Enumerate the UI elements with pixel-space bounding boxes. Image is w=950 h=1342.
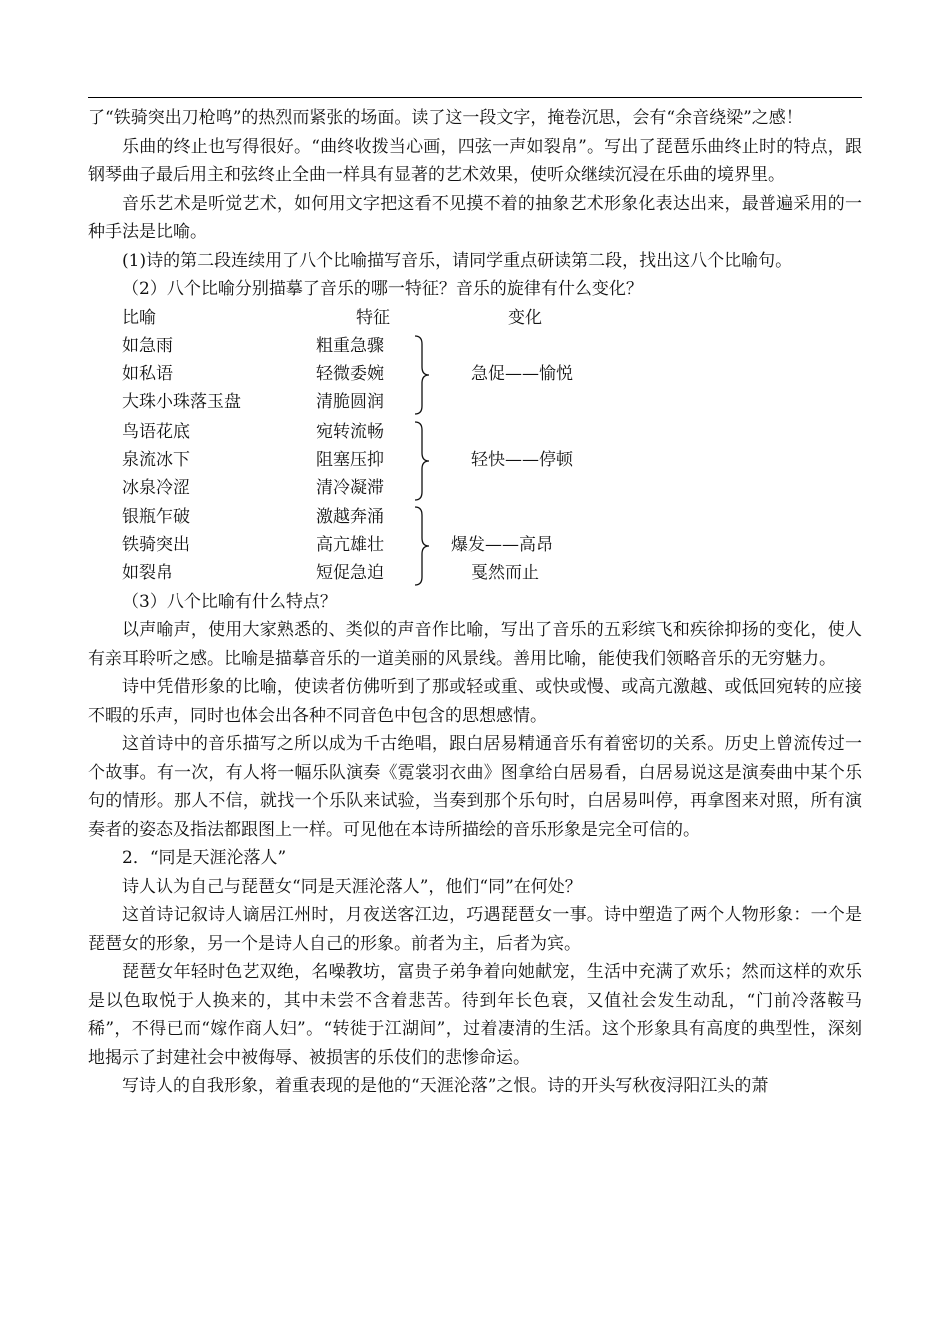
table-metaphor: 大珠小珠落玉盘 xyxy=(122,391,241,412)
table-metaphor: 冰泉冷涩 xyxy=(122,477,190,498)
table-feature: 清冷凝滞 xyxy=(316,477,384,498)
table-feature: 高亢雄壮 xyxy=(316,534,384,555)
question-3: （3）八个比喻有什么特点？ xyxy=(122,591,337,612)
question-1: (1)诗的第二段连续用了八个比喻描写音乐，请同学重点研读第二段，找出这八个比喻句。 xyxy=(122,250,793,271)
table-metaphor: 鸟语花底 xyxy=(122,421,190,442)
table-metaphor: 如急雨 xyxy=(122,335,173,356)
document-body xyxy=(88,104,862,1101)
table-change-line2: 戛然而止 xyxy=(471,562,539,583)
paragraph: 这首诗记叙诗人谪居江州时，月夜送客江边，巧遇琵琶女一事。诗中塑造了两个人物形象：一个是琵琶女的形象，另一个是诗人自己的形象。前者为主，后者为宾。 xyxy=(88,905,862,954)
paragraph: 以声喻声，使用大家熟悉的、类似的声音作比喻，写出了音乐的五彩缤飞和疾徐抑扬的变化，使人有亲耳聆听之感。比喻是描摹音乐的一道美丽的风景线。善用比喻，能使我们领略音乐的无穷魅力。 xyxy=(88,620,862,669)
table-feature: 粗重急骤 xyxy=(316,335,384,356)
right-brace-icon xyxy=(412,505,432,587)
table-feature: 宛转流畅 xyxy=(316,421,384,442)
section-heading: 2．“同是天涯沦落人” xyxy=(122,848,287,868)
paragraph: 音乐艺术是听觉艺术，如何用文字把这看不见摸不着的抽象艺术形象化表达出来，最普遍采用的一种手法是比喻。 xyxy=(88,193,862,242)
table-header-feature: 特征 xyxy=(356,307,390,328)
table-feature: 清脆圆润 xyxy=(316,391,384,412)
table-metaphor: 如私语 xyxy=(122,363,173,384)
table-metaphor: 泉流冰下 xyxy=(122,449,190,470)
table-metaphor: 铁骑突出 xyxy=(122,534,190,555)
paragraph: 乐曲的终止也写得很好。“曲终收拨当心画，四弦一声如裂帛”。写出了琵琶乐曲终止时的特点，跟钢琴曲子最后用主和弦终止全曲一样具有显著的艺术效果，使听众继续沉浸在乐曲的境界里。 xyxy=(88,136,862,185)
table-feature: 轻微委婉 xyxy=(316,363,384,384)
table-feature: 短促急迫 xyxy=(316,562,384,583)
paragraph: 诗人认为自己与琵琶女“同是天涯沦落人”，他们“同”在何处？ xyxy=(122,876,582,897)
right-brace-icon xyxy=(412,334,432,416)
paragraph: 写诗人的自我形象，着重表现的是他的“天涯沦落”之恨。诗的开头写秋夜浔阳江头的萧 xyxy=(122,1076,769,1096)
table-change: 轻快——停顿 xyxy=(471,449,573,470)
metaphor-table xyxy=(88,304,862,588)
table-header-metaphor: 比喻 xyxy=(122,307,156,328)
table-change: 爆发——高昂 xyxy=(451,534,553,555)
table-feature: 阻塞压抑 xyxy=(316,449,384,470)
paragraph: 琵琶女年轻时色艺双绝，名噪教坊，富贵子弟争着向她献宠，生活中充满了欢乐；然而这样的欢乐是以色取悦于人换来的，其中未尝不含着悲苦。待到年长色衰，又值社会发生动乱，“门前冷落鞍马稀”，不得已而“嫁作商人妇”。“转徙于江湖间”，过着凄清的生活。这个形象具有高度的典型性，深刻地揭示了封建社会中被侮辱、被损害的乐伎们的悲惨命运。 xyxy=(88,962,862,1068)
paragraph: 了“铁骑突出刀枪鸣”的热烈而紧张的场面。读了这一段文字，掩卷沉思，会有“余音绕梁”之感！ xyxy=(88,108,803,128)
table-feature: 激越奔涌 xyxy=(316,506,384,527)
header-rule xyxy=(88,97,862,98)
table-metaphor: 银瓶乍破 xyxy=(122,506,190,527)
paragraph: 这首诗中的音乐描写之所以成为千古绝唱，跟白居易精通音乐有着密切的关系。历史上曾流传过一个故事。有一次，有人将一幅乐队演奏《霓裳羽衣曲》图拿给白居易看，白居易说这是演奏曲中某个乐句的情形。那人不信，就找一个乐队来试验，当奏到那个乐句时，白居易叫停，再拿图来对照，所有演奏者的姿态及指法都跟图上一样。可见他在本诗所描绘的音乐形象是完全可信的。 xyxy=(88,734,862,840)
question-2: （2）八个比喻分别描摹了音乐的哪一特征？音乐的旋律有什么变化？ xyxy=(122,279,643,299)
table-metaphor: 如裂帛 xyxy=(122,562,173,583)
right-brace-icon xyxy=(412,420,432,502)
table-header-change: 变化 xyxy=(508,307,542,328)
table-change: 急促——愉悦 xyxy=(471,363,573,384)
paragraph: 诗中凭借形象的比喻，使读者仿佛听到了那或轻或重、或快或慢、或高亢激越、或低回宛转的应接不暇的乐声，同时也体会出各种不同音色中包含的思想感情。 xyxy=(88,677,862,726)
